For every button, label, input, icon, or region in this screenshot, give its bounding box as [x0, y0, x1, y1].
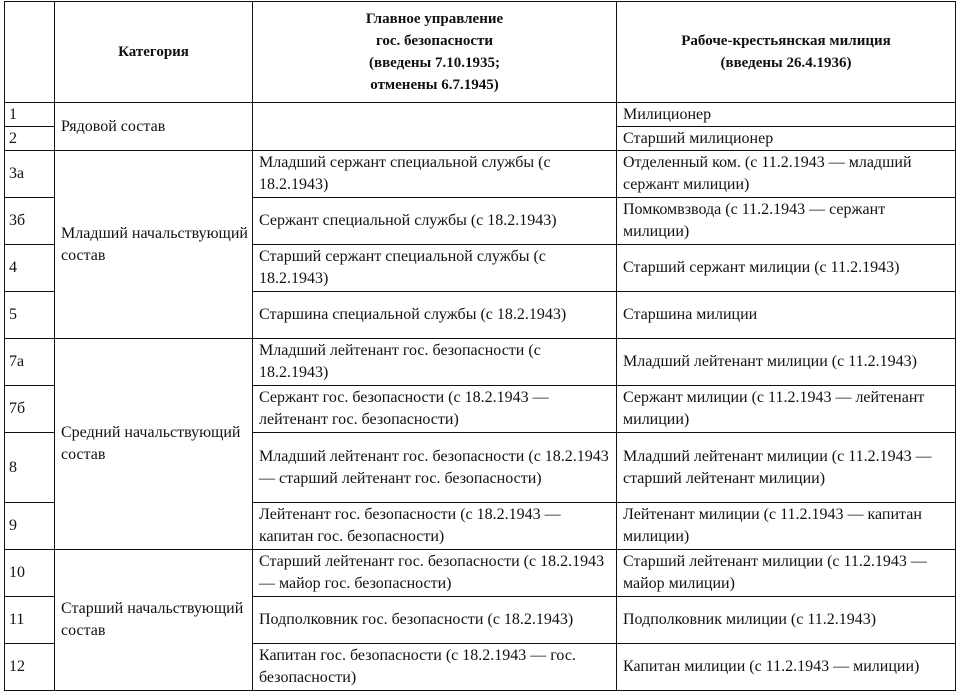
- table-row: [5, 339, 956, 386]
- category-cell: Старший начальствующий состав: [55, 550, 253, 691]
- gb-rank-cell: Старшина специальной службы (с 18.2.1943): [253, 292, 617, 339]
- gb-rank-cell: Старший сержант специальной службы (с 18.2.1943): [253, 245, 617, 292]
- militia-rank-cell: Сержант милиции (с 11.2.1943 — лейтенант милиции): [617, 386, 956, 433]
- header-num: [5, 2, 55, 103]
- row-number: 2: [5, 127, 55, 151]
- header-gb-line: Главное управление: [365, 11, 504, 27]
- row-number: 8: [5, 433, 55, 503]
- militia-rank-cell: Помкомвзвода (с 11.2.1943 — сержант милиции): [617, 198, 956, 245]
- header-militia: [617, 2, 956, 103]
- header-gb-line: гос. безопасности: [375, 33, 494, 49]
- gb-rank-cell: Младший лейтенант гос. безопасности (с 18.2.1943 — старший лейтенант гос. безопасности): [253, 433, 617, 503]
- table-row: [5, 550, 956, 597]
- militia-rank-cell: Младший лейтенант милиции (с 11.2.1943): [617, 339, 956, 386]
- gb-rank-cell: Лейтенант гос. безопасности (с 18.2.1943 — капитан гос. безопасности): [253, 503, 617, 550]
- category-cell: Средний начальствующий состав: [55, 339, 253, 550]
- gb-rank-cell: Капитан гос. безопасности (с 18.2.1943 — гос. безопасности): [253, 644, 617, 691]
- header-row: [5, 2, 956, 103]
- header-militia-line: Рабоче-крестьянская милиция: [681, 33, 891, 49]
- gb-rank-cell: Подполковник гос. безопасности (с 18.2.1943): [253, 597, 617, 644]
- militia-rank-cell: Младший лейтенант милиции (с 11.2.1943 — старший лейтенант милиции): [617, 433, 956, 503]
- gb-rank-cell: Младший сержант специальной службы (с 18.2.1943): [253, 151, 617, 198]
- gb-rank-cell: Старший лейтенант гос. безопасности (с 18.2.1943 — майор гос. безопасности): [253, 550, 617, 597]
- header-militia-line: (введены 26.4.1936): [720, 55, 852, 71]
- row-number: 4: [5, 245, 55, 292]
- militia-rank-cell: Старший лейтенант милиции (с 11.2.1943 — майор милиции): [617, 550, 956, 597]
- militia-rank-cell: Старшина милиции: [617, 292, 956, 339]
- militia-rank-cell: Милиционер: [617, 103, 956, 127]
- gb-rank-cell: Сержант специальной службы (с 18.2.1943): [253, 198, 617, 245]
- gb-rank-cell: [253, 103, 617, 151]
- table-row: [5, 103, 956, 127]
- militia-rank-cell: Лейтенант милиции (с 11.2.1943 — капитан милиции): [617, 503, 956, 550]
- militia-rank-cell: Старший сержант милиции (с 11.2.1943): [617, 245, 956, 292]
- gb-rank-cell: Сержант гос. безопасности (с 18.2.1943 — лейтенант гос. безопасности): [253, 386, 617, 433]
- row-number: 3б: [5, 198, 55, 245]
- header-category: Категория: [55, 2, 253, 103]
- header-gb-line: отменены 6.7.1945): [370, 77, 499, 93]
- militia-rank-cell: Подполковник милиции (с 11.2.1943): [617, 597, 956, 644]
- header-gb: [253, 2, 617, 103]
- row-number: 3а: [5, 151, 55, 198]
- category-cell: Рядовой состав: [55, 103, 253, 151]
- militia-rank-cell: Старший милиционер: [617, 127, 956, 151]
- gb-rank-cell: Младший лейтенант гос. безопасности (с 18.2.1943): [253, 339, 617, 386]
- row-number: 7б: [5, 386, 55, 433]
- row-number: 9: [5, 503, 55, 550]
- militia-rank-cell: Отделенный ком. (с 11.2.1943 — младший сержант милиции): [617, 151, 956, 198]
- ranks-table: [4, 1, 956, 691]
- row-number: 1: [5, 103, 55, 127]
- row-number: 7а: [5, 339, 55, 386]
- militia-rank-cell: Капитан милиции (с 11.2.1943 — милиции): [617, 644, 956, 691]
- row-number: 5: [5, 292, 55, 339]
- row-number: 10: [5, 550, 55, 597]
- table-row: [5, 151, 956, 198]
- category-cell: Младший начальствующий состав: [55, 151, 253, 339]
- header-gb-line: (введены 7.10.1935;: [368, 55, 500, 71]
- row-number: 11: [5, 597, 55, 644]
- row-number: 12: [5, 644, 55, 691]
